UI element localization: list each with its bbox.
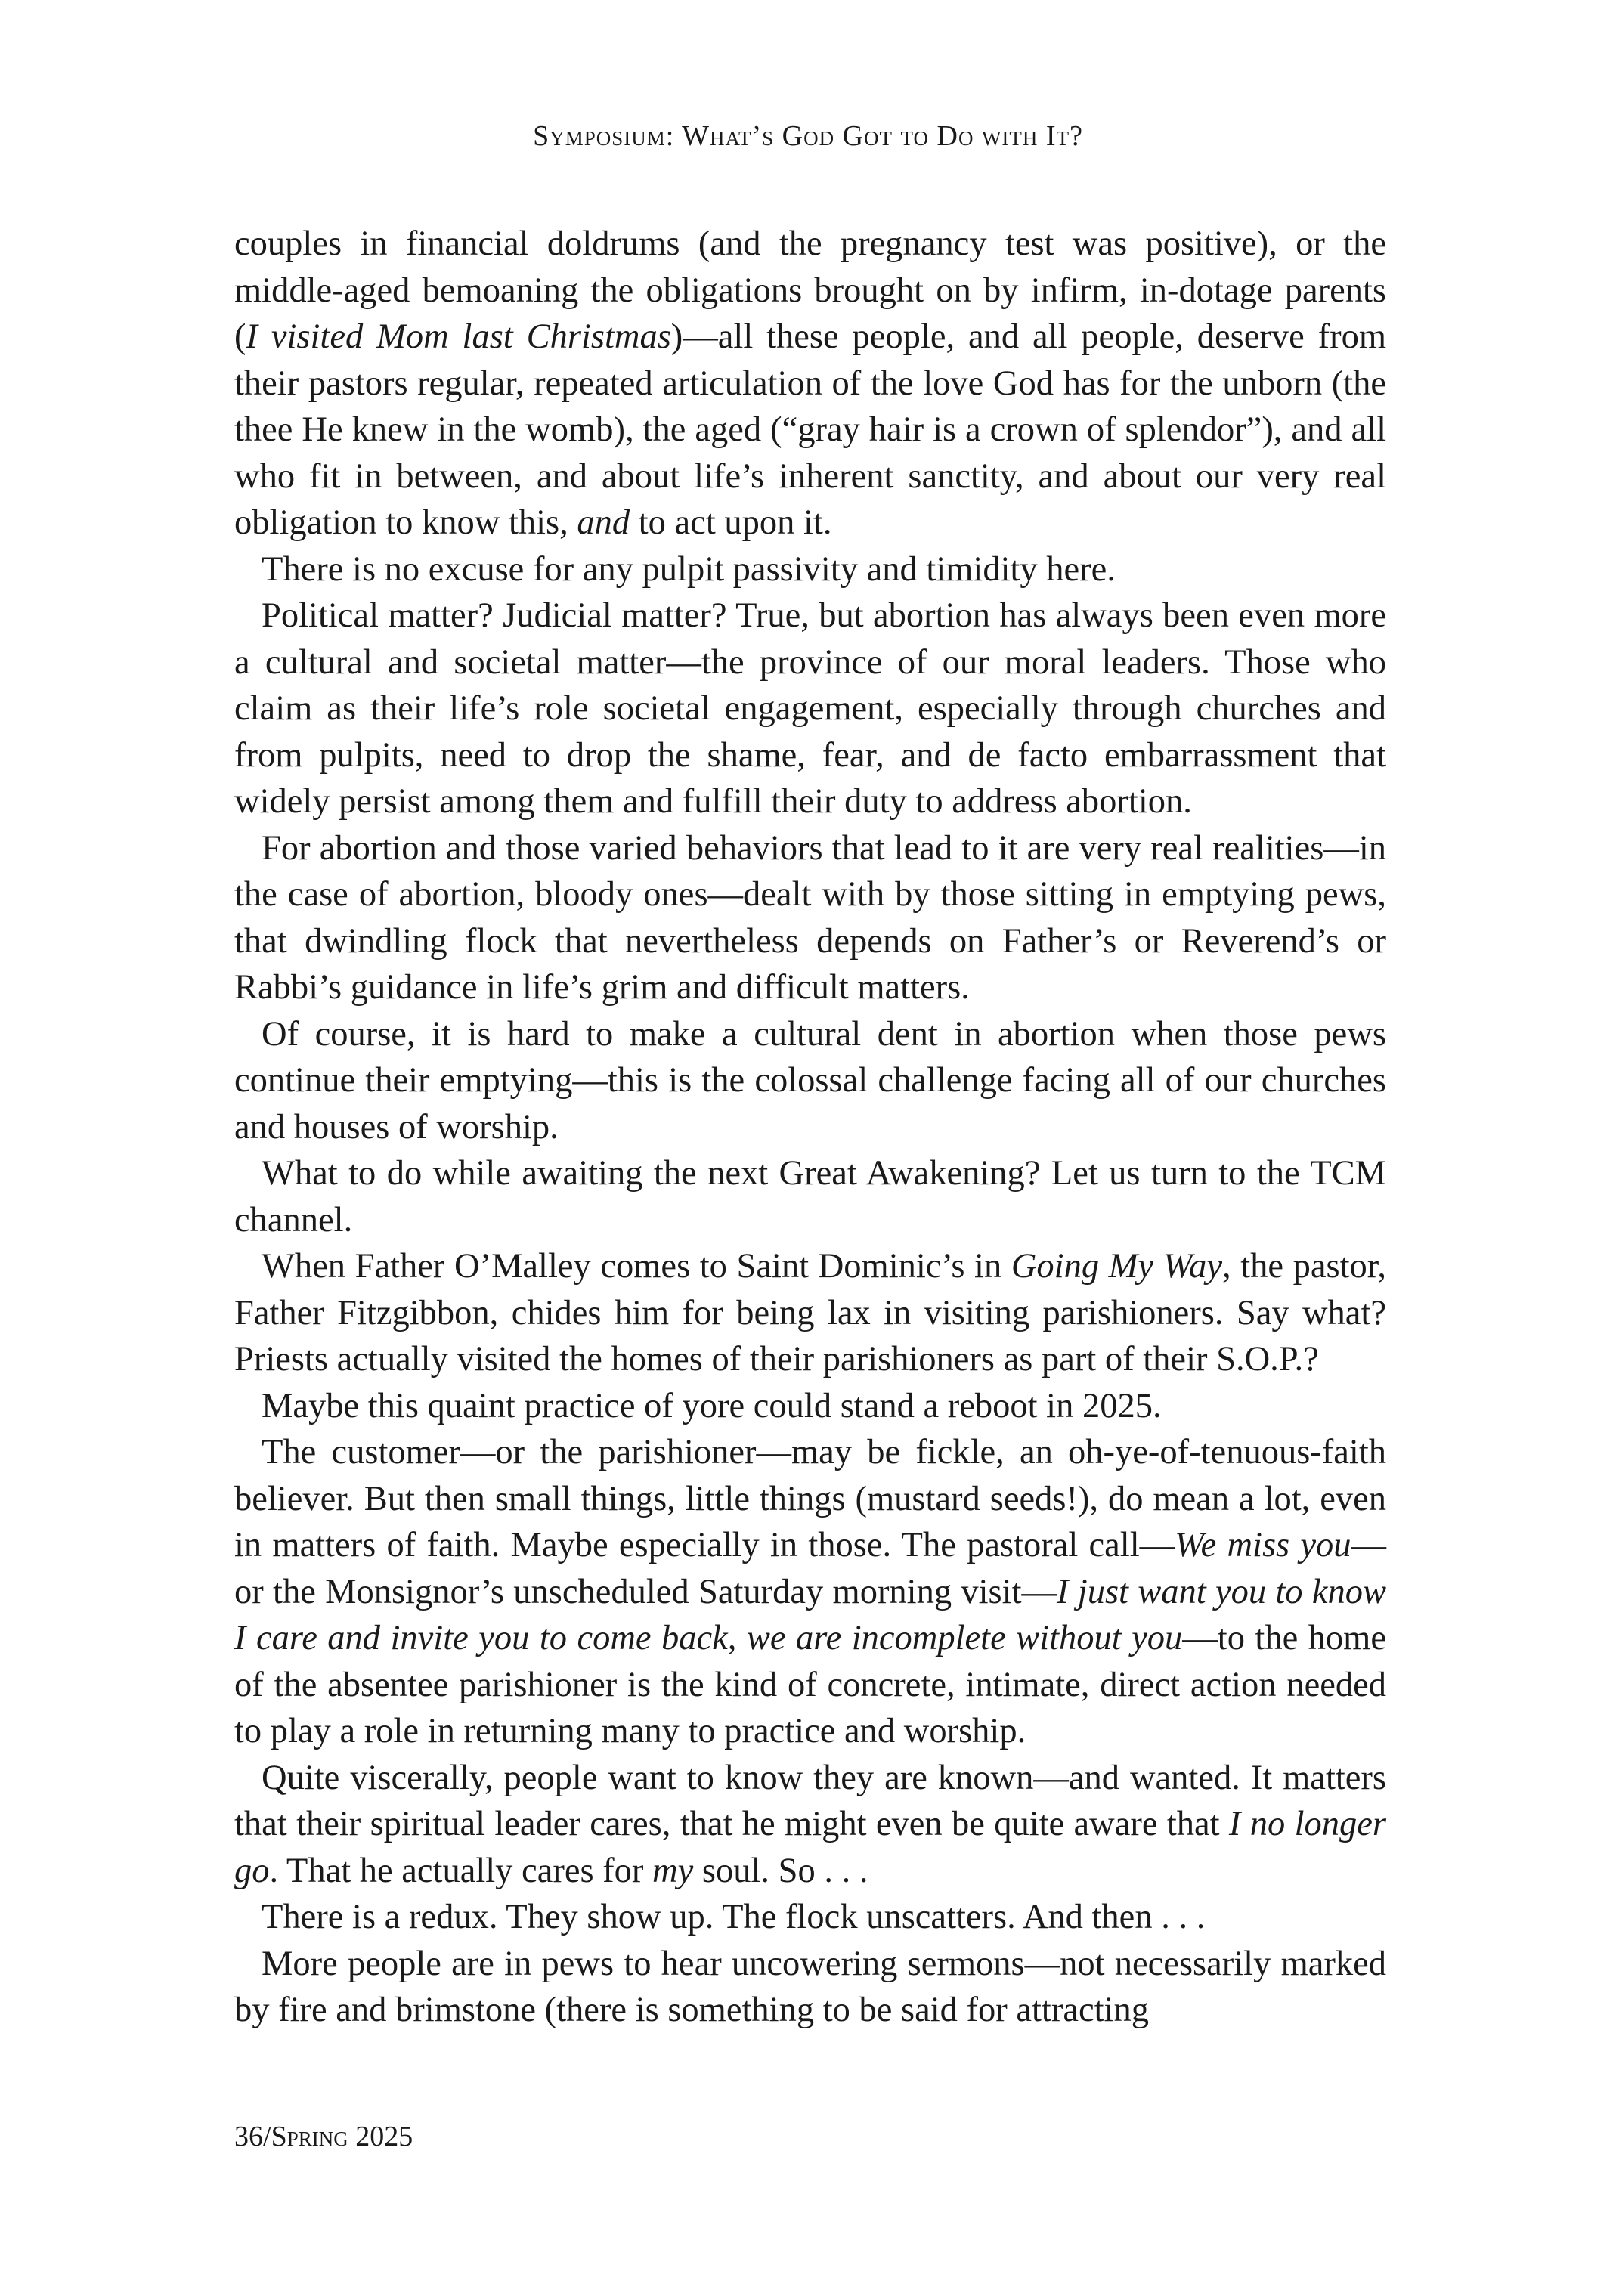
film-title: Going My Way xyxy=(1011,1247,1222,1286)
issue-season: Spring xyxy=(271,2121,348,2152)
article-body xyxy=(234,221,1386,2034)
paragraph: Quite viscerally, people want to know they are known—and wanted. It matters that their spiritual leader cares, that he might even be quite aware that I no longer go. That he actually cares for my soul. So . . . xyxy=(234,1758,1386,1890)
page-folio xyxy=(234,2120,413,2153)
paragraph: Political matter? Judicial matter? True, but abortion has always been even more a cultural and societal matter—the province of our moral leaders. Those who claim as their life’s role societal engagement, especially through churches and from pulpits, need to drop the shame, fear, and de facto embarrassment that widely persist among them and fulfill their duty to address abortion. xyxy=(234,596,1386,821)
paragraph: When Father O’Malley comes to Saint Dominic’s in Going My Way, the pastor, Father Fitzgibbon, chides him for being lax in visiting parishioners. Say what? Priests actually visited the homes of their parishioners as part of their S.O.P.? xyxy=(234,1247,1387,1379)
italic-phrase: We miss you xyxy=(1175,1526,1351,1564)
running-head: Symposium: What’s God Got to Do with It? xyxy=(533,120,1083,152)
italic-phrase: my xyxy=(652,1851,694,1890)
paragraph: Maybe this quaint practice of yore could stand a reboot in 2025. xyxy=(262,1386,1162,1425)
italic-phrase: I just want you to know I care and invite you to come back, we are incomplete without you xyxy=(234,1572,1386,1657)
paragraph: What to do while awaiting the next Great Awakening? Let us turn to the TCM channel. xyxy=(234,1154,1386,1239)
paragraph: Of course, it is hard to make a cultural dent in abortion when those pews continue their emptying—this is the colossal challenge facing all of our churches and houses of worship. xyxy=(234,1014,1386,1146)
page-number: 36/ xyxy=(234,2121,271,2152)
paragraph: couples in financial doldrums (and the pregnancy test was positive), or the middle-aged bemoaning the obligations brought on by infirm, in-dotage parents (I visited Mom last Christmas)—all these people, and all people, deserve from their pastors regular, repeated articulation of the love God has for the unborn (the thee He knew in the womb), the aged (“gray hair is a crown of splendor”), and all who fit in between, and about life’s inherent sanctity, and about our very real obligation to know this, and to act upon it. xyxy=(234,224,1386,542)
italic-phrase: I visited Mom last Christmas xyxy=(246,317,671,356)
paragraph: The customer—or the parishioner—may be fickle, an oh-ye-of-tenuous-faith believer. But then small things, little things (mustard seeds!), do mean a lot, even in matters of faith. Maybe especially in those. The pastoral call—We miss you—or the Monsignor’s unscheduled Saturday morning visit—I just want you to know I care and invite you to come back, we are incomplete without you—to the home of the absentee parishioner is the kind of concrete, intimate, direct action needed to play a role in returning many to practice and worship. xyxy=(234,1433,1386,1750)
paragraph: For abortion and those varied behaviors that lead to it are very real realities—in the case of abortion, bloody ones—dealt with by those sitting in emptying pews, that dwindling flock that nevertheless depends on Father’s or Reverend’s or Rabbi’s guidance in life’s grim and difficult matters. xyxy=(234,828,1386,1007)
paragraph: There is a redux. They show up. The flock unscatters. And then . . . xyxy=(262,1898,1206,1936)
italic-phrase: and xyxy=(577,503,630,542)
italic-phrase: I no longer go xyxy=(234,1805,1386,1890)
issue-year: 2025 xyxy=(348,2121,413,2152)
paragraph: There is no excuse for any pulpit passivity and timidity here. xyxy=(262,549,1116,589)
paragraph: More people are in pews to hear uncowering sermons—not necessarily marked by fire and brimstone (there is something to be said for attracting xyxy=(234,1944,1386,2029)
